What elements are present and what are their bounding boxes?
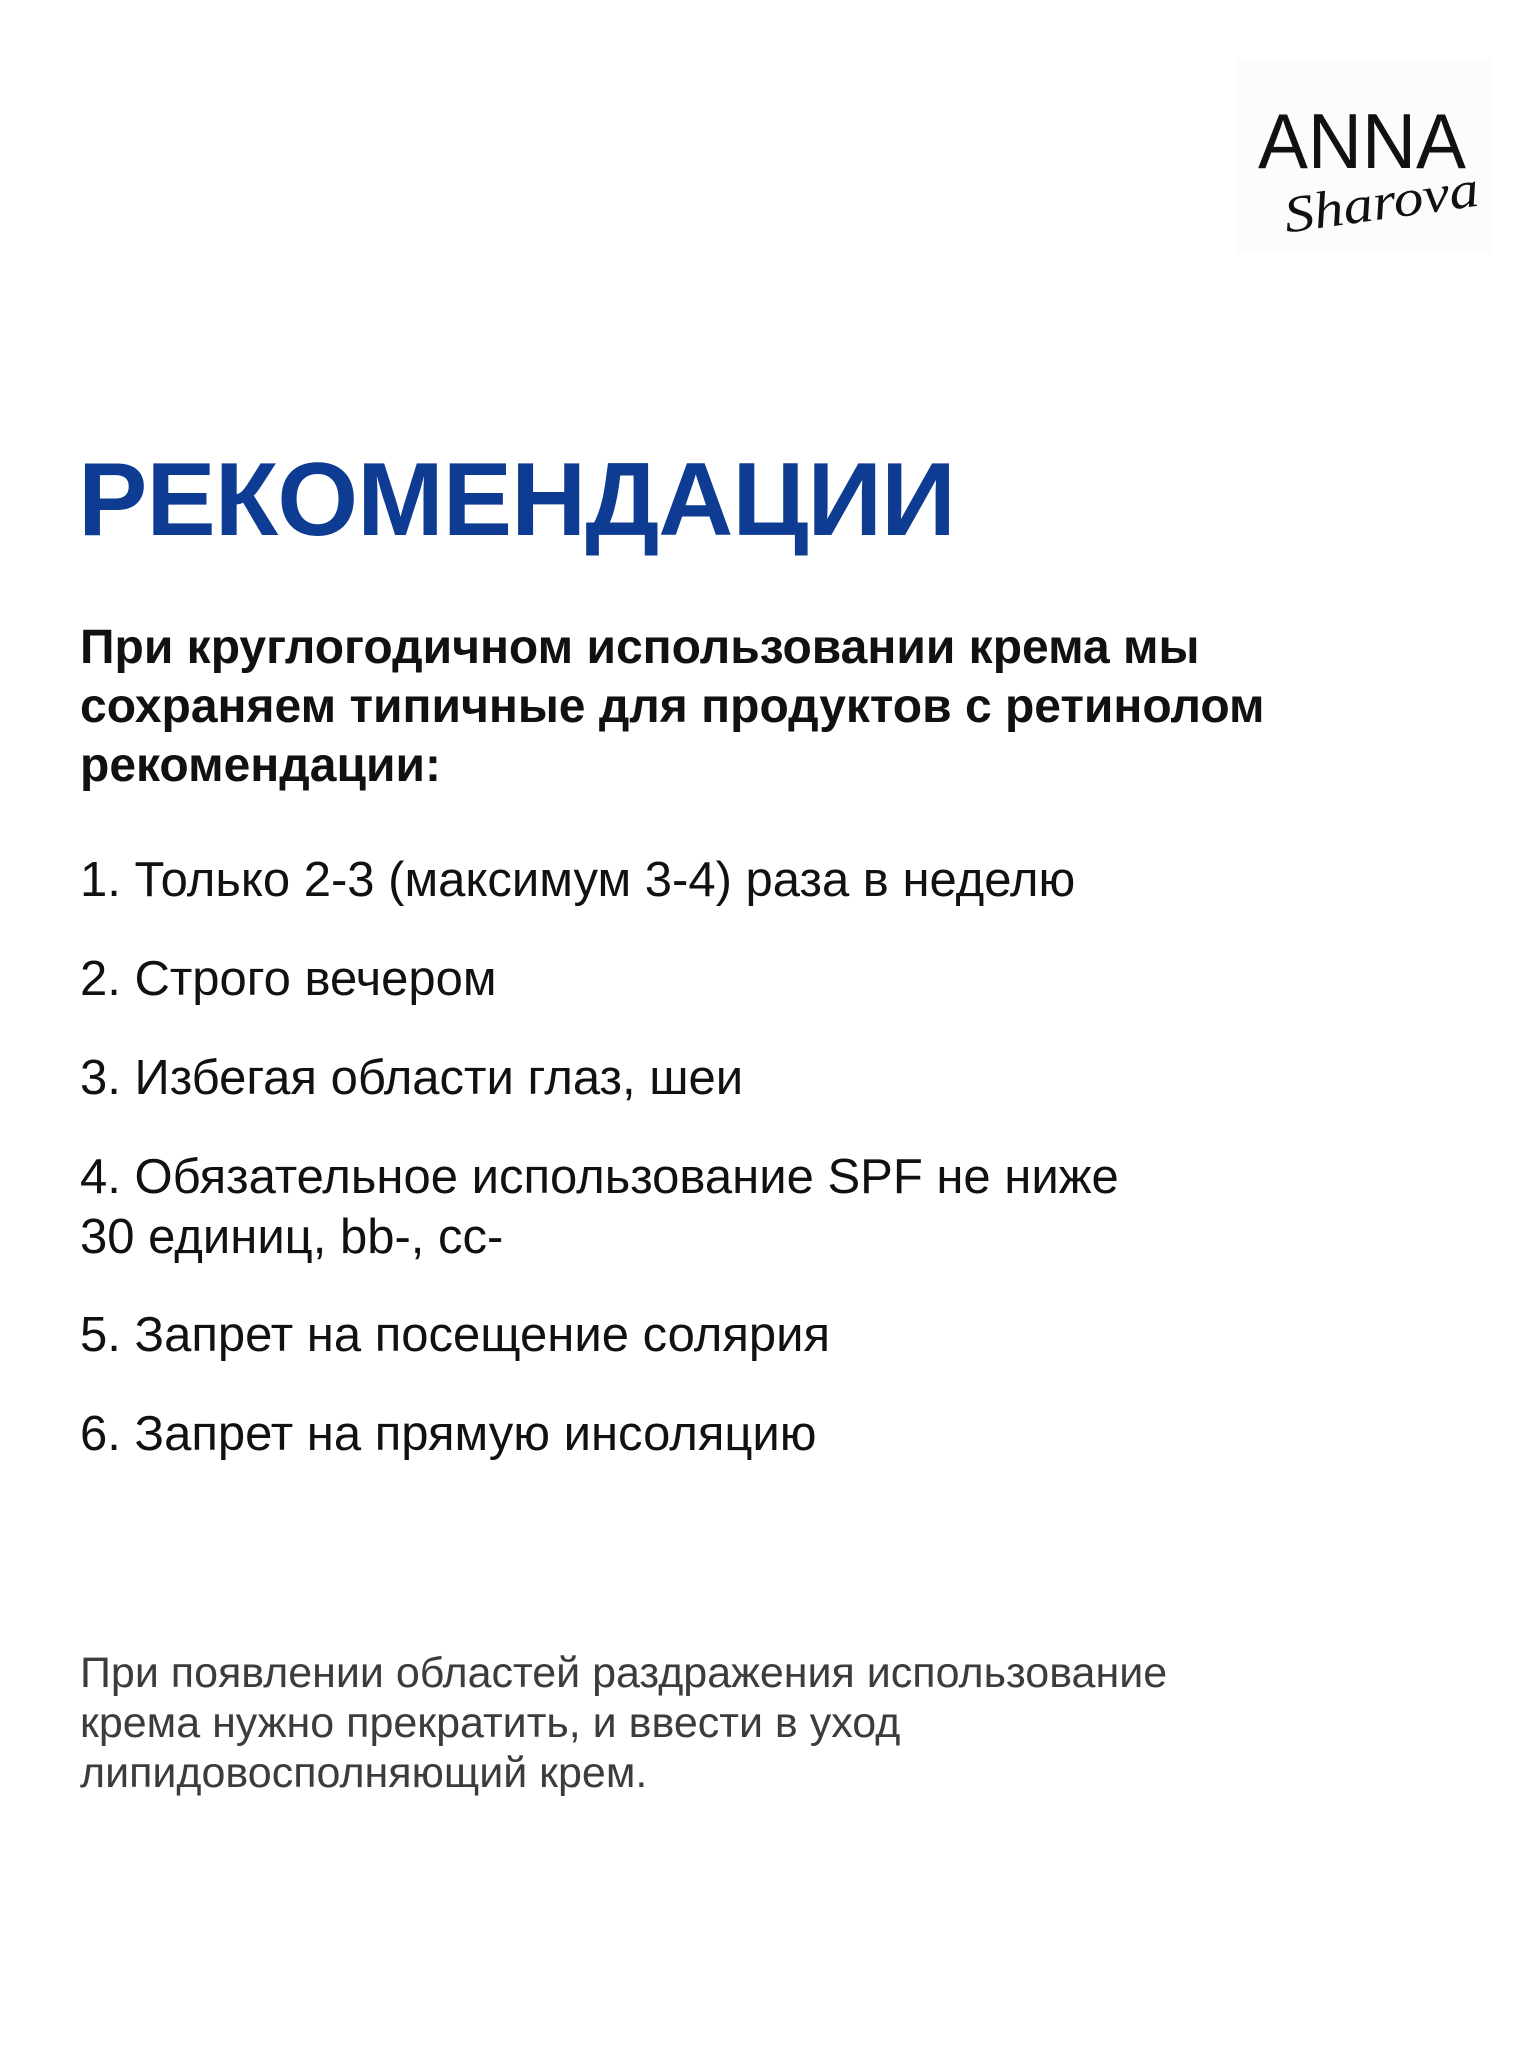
recommendation-item bbox=[80, 1147, 1420, 1267]
recommendations-list bbox=[80, 850, 1420, 1503]
recommendation-item: 3. Избегая области глаз, шеи bbox=[80, 1051, 744, 1105]
footnote-paragraph bbox=[80, 1648, 1440, 1798]
brand-logo-signature: Sharova bbox=[1280, 164, 1458, 245]
footnote-line: крема нужно прекратить, и ввести в уход bbox=[80, 1699, 901, 1747]
recommendation-item: 6. Запрет на прямую инсоляцию bbox=[80, 1407, 817, 1461]
page-title: РЕКОМЕНДАЦИИ bbox=[78, 442, 955, 558]
brand-logo-graphic bbox=[1236, 58, 1492, 254]
recommendation-item: 5. Запрет на посещение солярия bbox=[80, 1308, 831, 1362]
recommendation-item: 1. Только 2-3 (максимум 3-4) раза в неделю bbox=[80, 853, 1076, 907]
footnote-line: При появлении областей раздражения использование bbox=[80, 1649, 1168, 1697]
intro-line: При круглогодичном использовании крема мы bbox=[80, 621, 1200, 674]
recommendation-line: 30 единиц, bb-, cc- bbox=[80, 1210, 504, 1264]
intro-line: сохраняем типичные для продуктов с ретинолом bbox=[80, 680, 1265, 733]
recommendation-line: 4. Обязательное использование SPF не ниже bbox=[80, 1150, 1119, 1204]
intro-line: рекомендации: bbox=[80, 739, 441, 792]
intro-paragraph bbox=[80, 618, 1480, 795]
recommendation-item: 2. Строго вечером bbox=[80, 952, 497, 1006]
brand-logo bbox=[1236, 58, 1492, 254]
brand-logo-name: ANNA bbox=[1258, 97, 1466, 185]
footnote-line: липидовосполняющий крем. bbox=[80, 1749, 648, 1797]
